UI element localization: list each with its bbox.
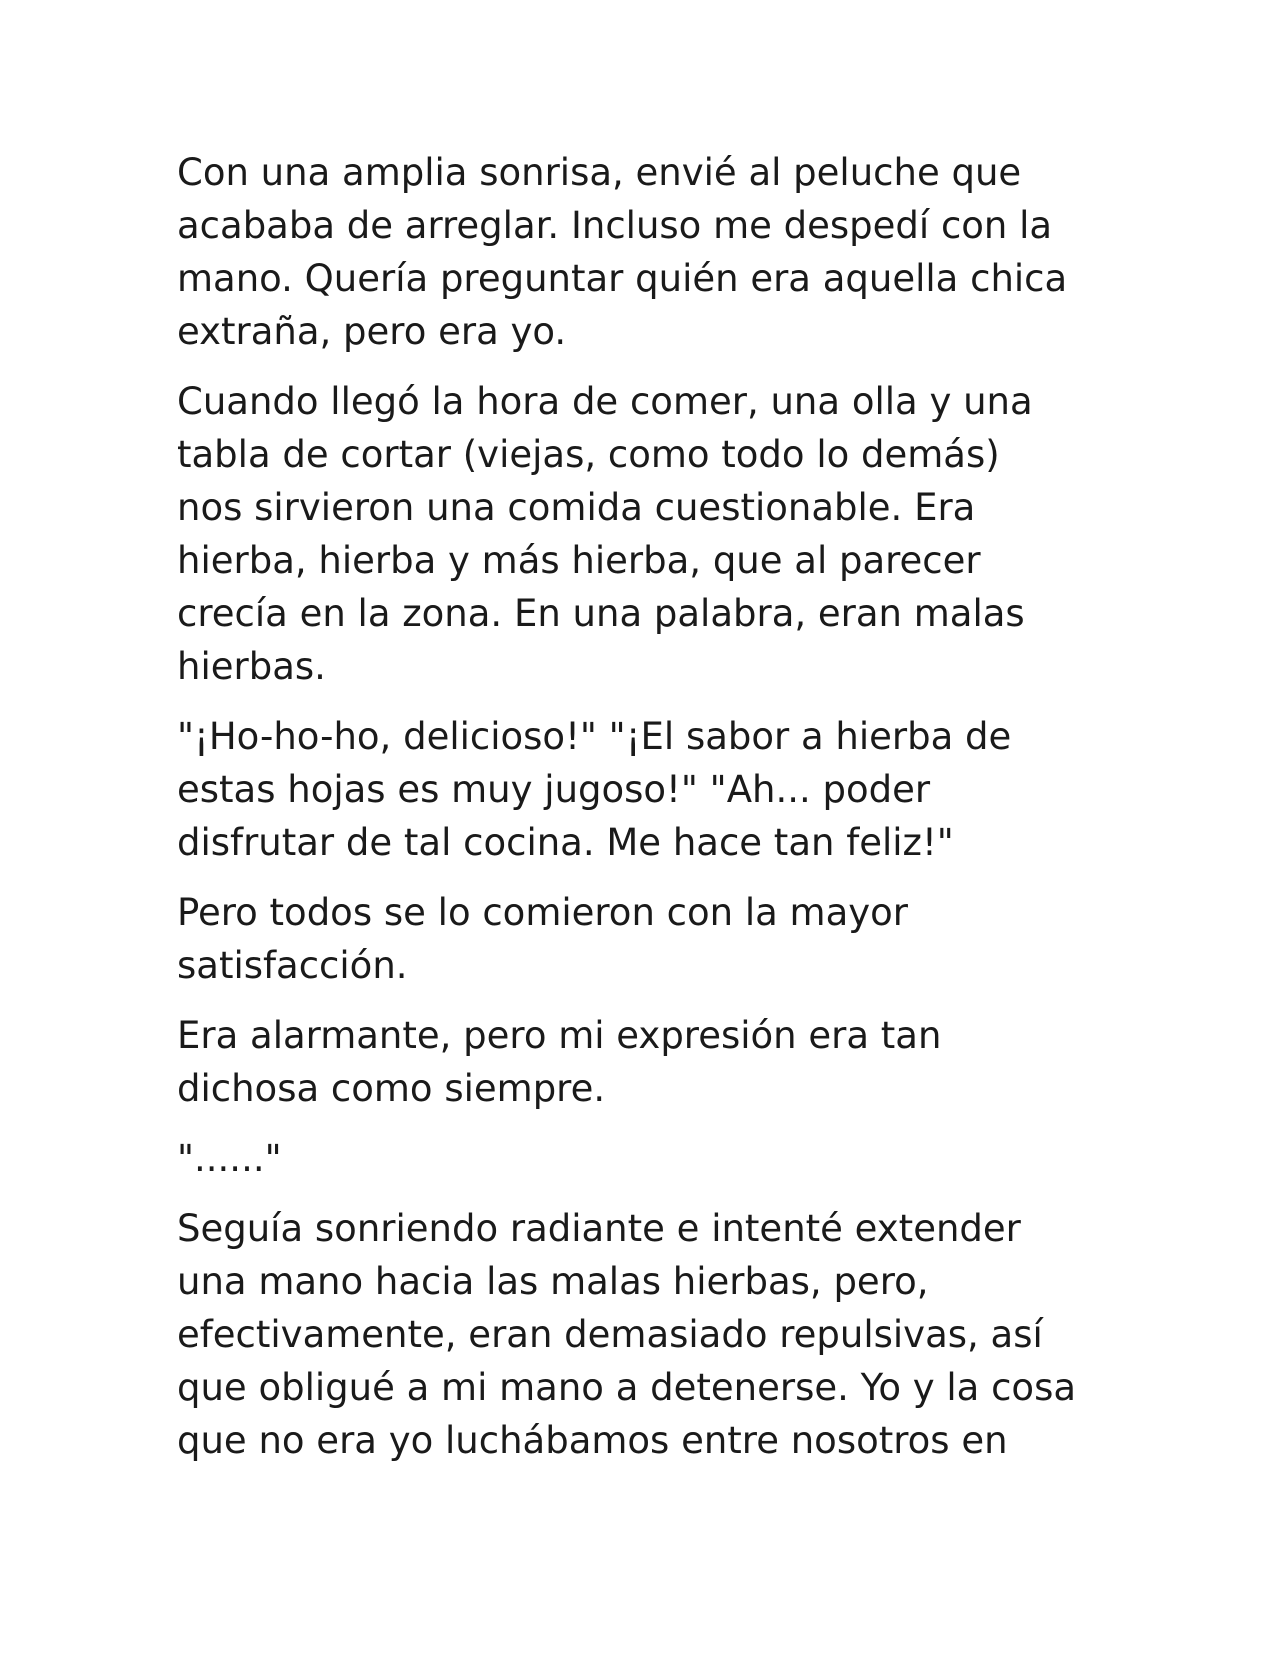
text-line: Con una amplia sonrisa, envié al peluche que (177, 151, 1022, 194)
paragraph (177, 1132, 1107, 1185)
text-line: Pero todos se lo comieron con la mayor (177, 891, 909, 934)
text-line: nos sirvieron una comida cuestionable. Era (177, 486, 976, 529)
text-line: dichosa como siempre. (177, 1067, 606, 1110)
text-line: hierba, hierba y más hierba, que al parecer (177, 539, 981, 582)
paragraph (177, 146, 1107, 358)
text-line: hierbas. (177, 645, 326, 688)
text-line: extraña, pero era yo. (177, 310, 567, 353)
text-line: crecía en la zona. En una palabra, eran malas (177, 592, 1025, 635)
paragraph (177, 710, 1107, 869)
text-line: efectivamente, eran demasiado repulsivas, así (177, 1313, 1043, 1356)
text-line: que obligué a mi mano a detenerse. Yo y la cosa (177, 1366, 1077, 1409)
paragraph (177, 375, 1107, 693)
text-line: que no era yo luchábamos entre nosotros en (177, 1419, 1008, 1462)
text-line: Seguía sonriendo radiante e intenté extender (177, 1207, 1021, 1250)
text-line: tabla de cortar (viejas, como todo lo demás) (177, 433, 1000, 476)
text-line: "¡Ho-ho-ho, delicioso!" "¡El sabor a hierba de (177, 715, 1012, 758)
text-line: estas hojas es muy jugoso!" "Ah... poder (177, 768, 931, 811)
text-line: acababa de arreglar. Incluso me despedí con la (177, 204, 1053, 247)
document-page (177, 146, 1107, 1484)
paragraph (177, 1202, 1107, 1467)
text-line: disfrutar de tal cocina. Me hace tan feliz!" (177, 821, 954, 864)
text-line: mano. Quería preguntar quién era aquella chica (177, 257, 1068, 300)
text-line: Cuando llegó la hora de comer, una olla y una (177, 380, 1033, 423)
text-line: "......" (177, 1137, 282, 1180)
text-line: Era alarmante, pero mi expresión era tan (177, 1014, 942, 1057)
paragraph (177, 886, 1107, 992)
paragraph (177, 1009, 1107, 1115)
text-line: satisfacción. (177, 944, 408, 987)
text-line: una mano hacia las malas hierbas, pero, (177, 1260, 929, 1303)
